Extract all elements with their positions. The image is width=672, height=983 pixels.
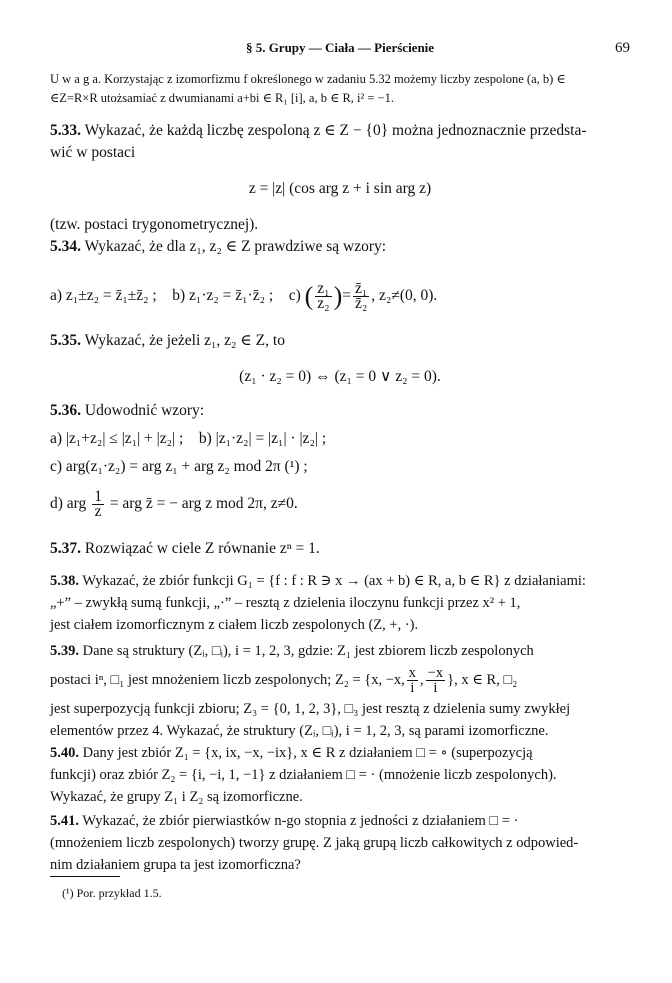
problem-note: (tzw. postaci trygonometrycznej).	[50, 216, 259, 233]
problem-number: 5.35.	[50, 332, 81, 349]
footnote: (¹) Por. przykład 1.5.	[62, 886, 162, 900]
problem-text: postaci iⁿ, □₁ jest mnożeniem liczb zespolonych; Z₂ = {x, −x,	[50, 672, 405, 688]
problem-text: Wykazać, że grupy Z₁ i Z₂ są izomorficzne.	[50, 789, 303, 805]
header-title: § 5. Grupy — Ciała — Pierścienie	[245, 40, 435, 55]
item-label: b)	[172, 287, 186, 304]
problem-5-41	[50, 810, 630, 876]
problem-number: 5.33.	[50, 122, 81, 139]
problem-5-39	[50, 640, 630, 742]
item-label: c)	[288, 287, 301, 304]
problem-5-35	[50, 330, 630, 388]
formula: z = |z| (cos arg z + i sin arg z)	[248, 180, 432, 197]
problem-5-34	[50, 236, 630, 316]
problem-number: 5.40.	[50, 745, 79, 761]
problem-text: Wykazać, że dla z₁, z₂ ∈ Z prawdziwe są wzory:	[84, 238, 387, 255]
problem-text: (mnożeniem liczb zespolonych) tworzy grupę. Z jaką grupą liczb całkowitych z odpowied-	[50, 835, 579, 851]
fraction: $\frac{\text{z̄₁}}{\text{z̄₂}}$	[355, 279, 368, 312]
problem-text: elementów przez 4. Wykazać, że struktury (Zᵢ, □ᵢ), i = 1, 2, 3, są parami izomorficzne.	[50, 723, 549, 739]
problem-text: Rozwiązać w ciele Z równanie zⁿ = 1.	[84, 540, 320, 557]
problem-text: Wykazać, że zbiór funkcji G₁ = {f : f : R ∋ x → (ax + b) ∈ R, a, b ∈ R} z działaniami:	[82, 573, 586, 589]
problem-text: Wykazać, że każdą liczbę zespoloną z ∈ Z − {0} można jednoznacznie przedsta-	[84, 122, 587, 139]
remark-uwaga	[50, 70, 630, 108]
fraction: $\frac{\text{z₁}}{\text{z₂}}$	[317, 279, 330, 312]
fraction: $\frac{-x}{i}$	[427, 665, 444, 697]
footnote-rule	[50, 876, 120, 877]
problem-number: 5.38.	[50, 573, 79, 589]
problem-text: nim działaniem grupa ta jest izomorficzna?	[50, 857, 301, 873]
problem-number: 5.41.	[50, 813, 79, 829]
item-label: a)	[50, 287, 63, 304]
problem-text: Wykazać, że zbiór pierwiastków n-go stopnia z jedności z działaniem □ = ·	[82, 813, 519, 829]
running-header	[50, 40, 630, 60]
problem-5-33	[50, 120, 630, 236]
formula-row: a) z₁±z₂ = z̄₁±z̄₂ ; b) z₁·z₂ = z̄₁·z̄₂ ; c) ( $\frac{\text{z₁}}{\text{z₂}}$ )= $\frac{\text{z̄₁}}{\text{z̄₂}}$ , z₂≠(0, 0).	[50, 279, 438, 312]
formula: c) arg(z₁·z₂) = arg z₁ + arg z₂ mod 2π (¹) ;	[50, 458, 308, 475]
problem-text: Wykazać, że jeżeli z₁, z₂ ∈ Z, to	[84, 332, 285, 349]
left-paren: (	[304, 281, 314, 311]
fraction: $\frac{1}{z}$	[94, 487, 102, 520]
problem-number: 5.36.	[50, 402, 81, 419]
problem-5-37	[50, 538, 630, 560]
formula-label: d) arg	[50, 495, 87, 512]
problem-text: Udowodnić wzory:	[84, 402, 205, 419]
fraction: $\frac{x}{i}$	[408, 665, 417, 697]
remark-line: U w a g a. Korzystając z izomorfizmu f określonego w zadaniu 5.32 możemy liczby zespolone (a, b) ∈	[50, 72, 566, 86]
problem-number: 5.39.	[50, 643, 79, 659]
remark-line: ∈Z=R×R utożsamiać z dwumianami a+bi ∈ R₁ [i], a, b ∈ R, i² = −1.	[50, 91, 394, 105]
formula: z₁·z₂ = z̄₁·z̄₂ ;	[189, 287, 274, 304]
problem-text: jest superpozycją funkcji zbioru; Z₃ = {0, 1, 2, 3}, □₃ jest resztą z dzielenia sumy zwykłej	[50, 701, 571, 717]
right-paren: )	[333, 281, 343, 311]
formula: a) |z₁+z₂| ≤ |z₁| + |z₂| ;	[50, 430, 184, 447]
formula: z₁±z₂ = z̄₁±z̄₂ ;	[65, 287, 157, 304]
problem-number: 5.34.	[50, 238, 81, 255]
formula-row	[50, 486, 630, 522]
problem-text: }, x ∈ R, □₂	[447, 672, 518, 688]
problem-5-38	[50, 570, 630, 636]
problem-text: „+” – zwykłą sumą funkcji, „·” – resztą z dzielenia iloczynu funkcji przez x² + 1,	[50, 595, 521, 611]
problem-text: Dany jest zbiór Z₁ = {x, ix, −x, −ix}, x ∈ R z działaniem □ = ∘ (superpozycją	[82, 745, 533, 761]
problem-text: Dane są struktury (Zᵢ, □ᵢ), i = 1, 2, 3, gdzie: Z₁ jest zbiorem liczb zespolonych	[82, 643, 534, 659]
problem-5-40	[50, 742, 630, 808]
page-number: 69	[615, 40, 630, 56]
condition: , z₂≠(0, 0).	[371, 287, 438, 304]
formula-row: postaci iⁿ, □₁ jest mnożeniem liczb zespolonych; Z₂ = {x, −x, $\frac{x}{i}$ , $\frac{-x}{i}$ }, x ∈ R, □₂	[50, 665, 518, 697]
problem-5-36	[50, 400, 630, 522]
problem-text: wić w postaci	[50, 144, 136, 161]
formula: b) |z₁·z₂| = |z₁| · |z₂| ;	[198, 430, 327, 447]
problem-text: jest ciałem izomorficznym z ciałem liczb zespolonych (Z, +, ·).	[50, 617, 419, 633]
problem-text: funkcji) oraz zbiór Z₂ = {i, −i, 1, −1} z działaniem □ = · (mnożenie liczb zespolonych).	[50, 767, 557, 783]
problem-number: 5.37.	[50, 540, 81, 557]
formula: (z₁ · z₂ = 0) ⇔ (z₁ = 0 ∨ z₂ = 0).	[239, 368, 441, 385]
formula: = arg z̄ = − arg z mod 2π, z≠0.	[109, 495, 298, 512]
